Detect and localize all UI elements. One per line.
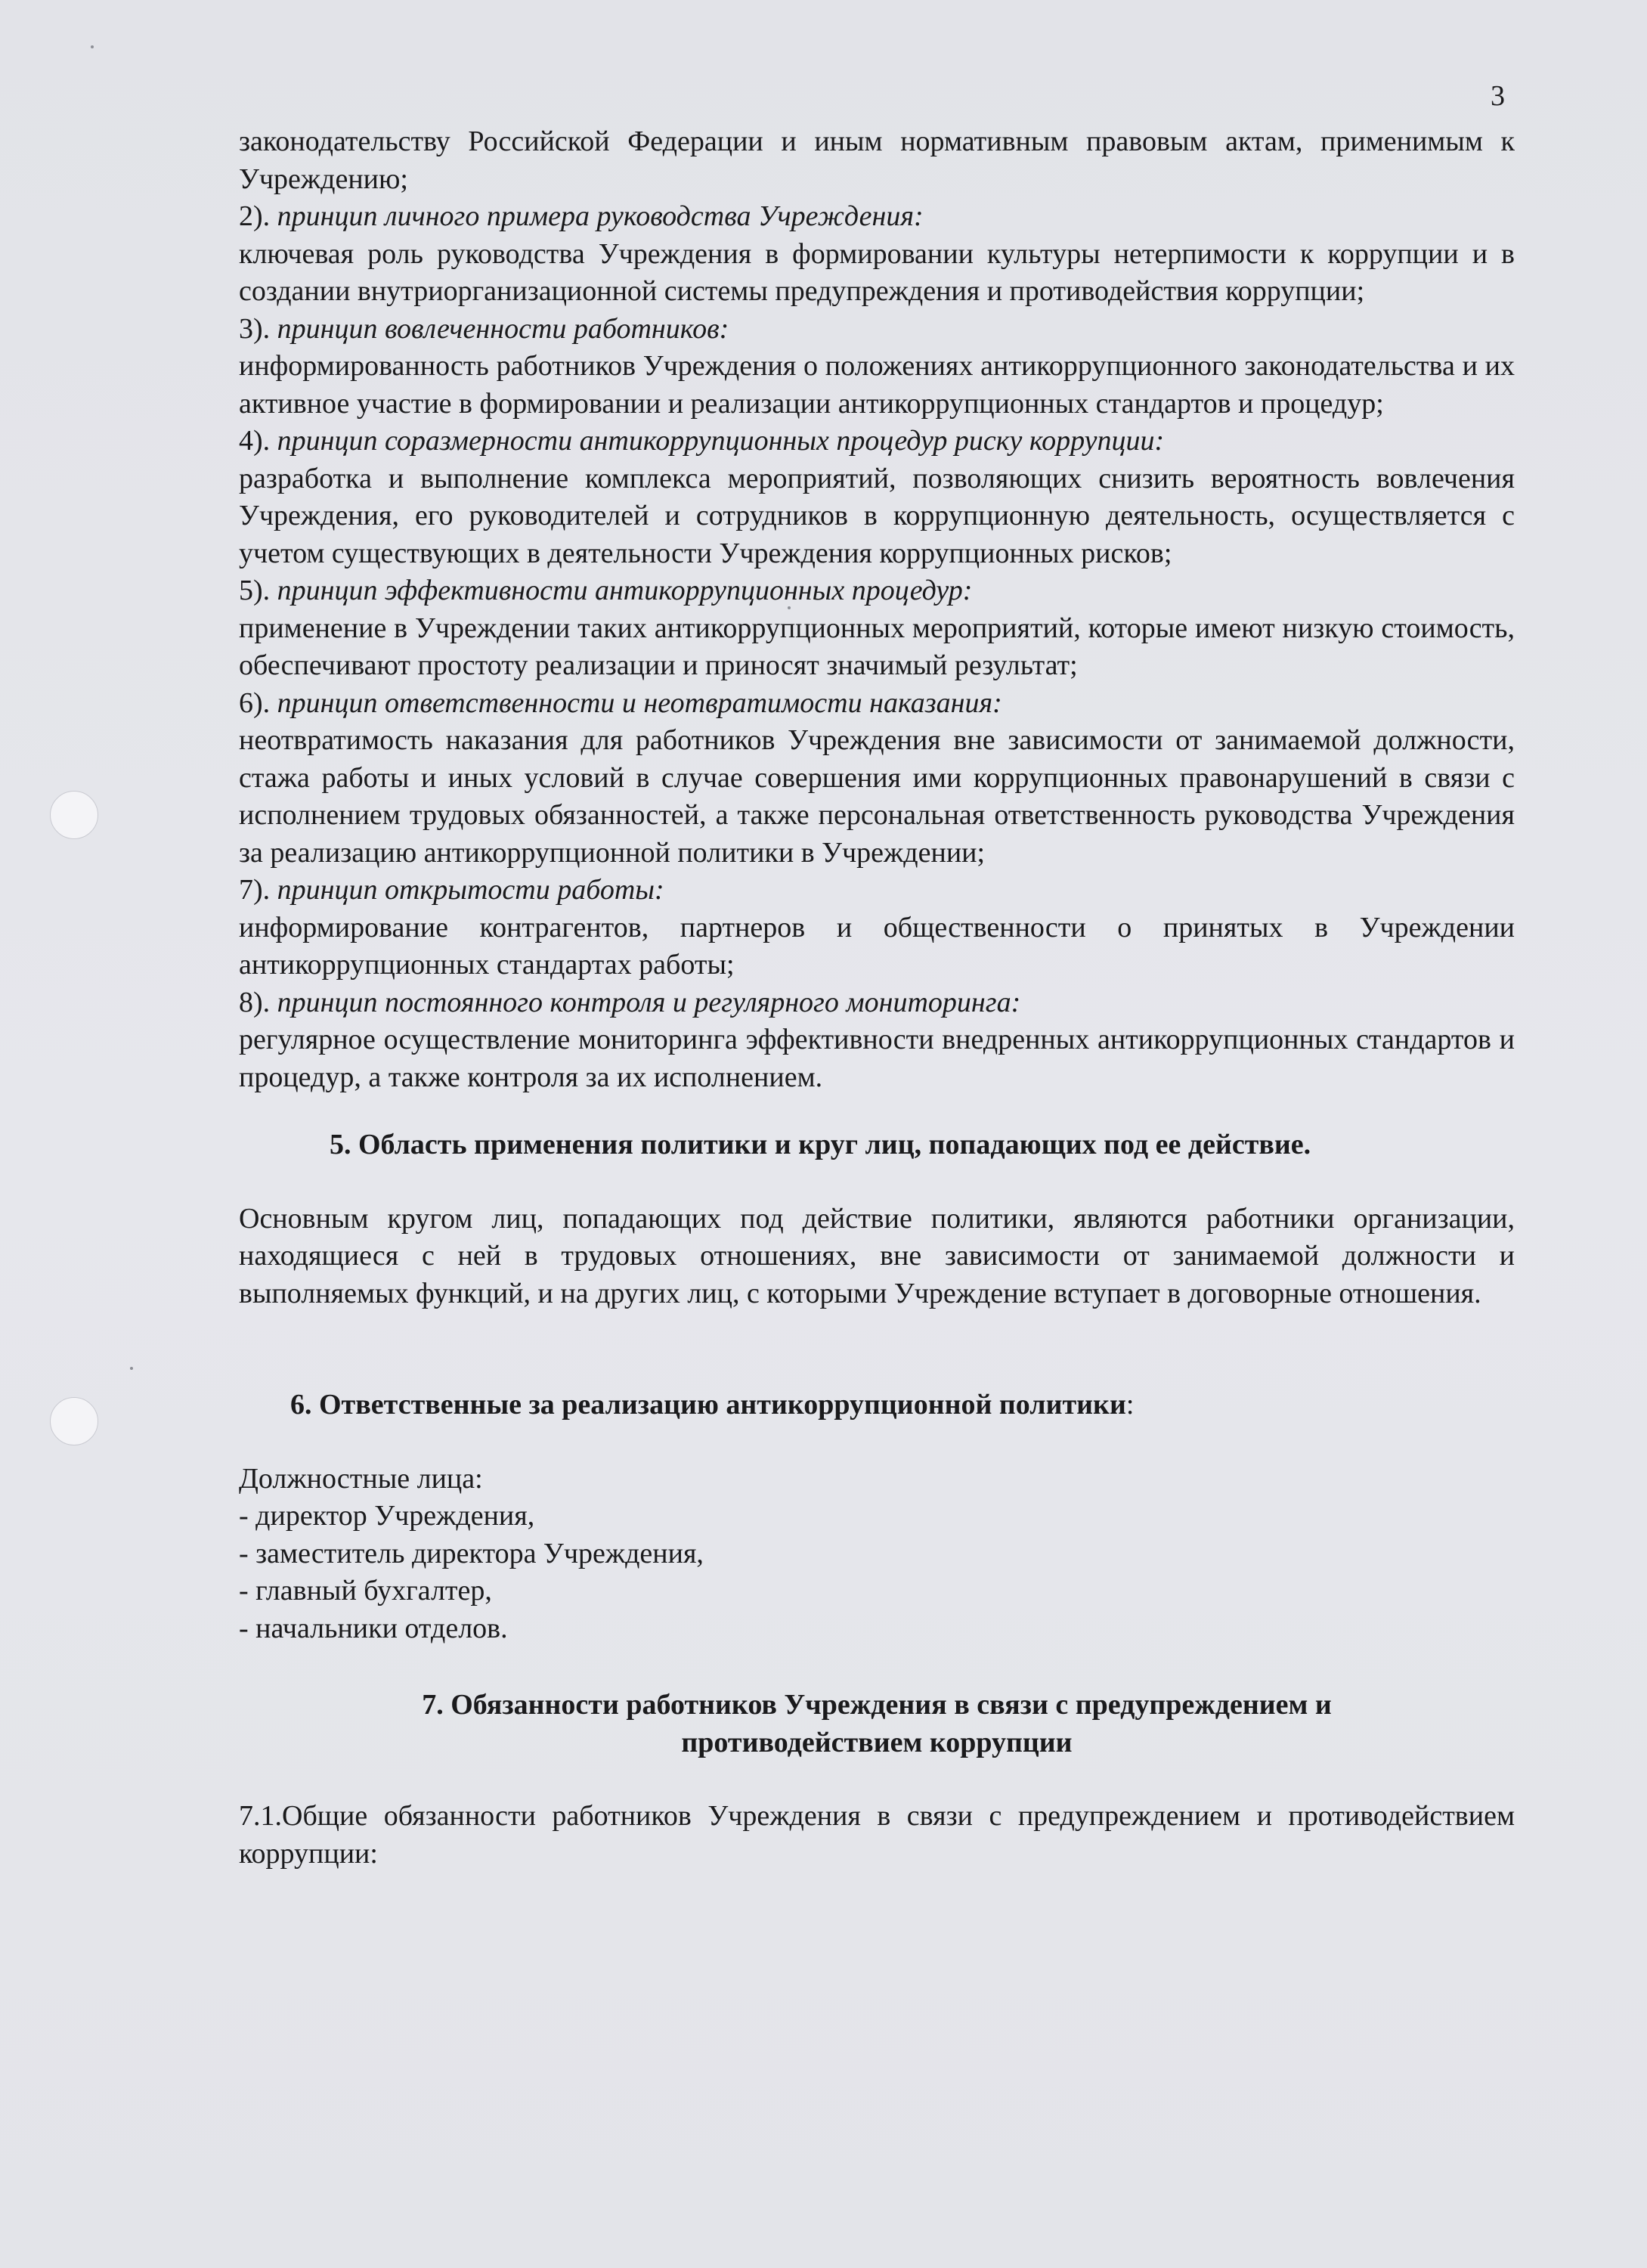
principle-heading: 3). принцип вовлеченности работников: (239, 312, 729, 345)
principle-text: ключевая роль руководства Учреждения в формировании культуры нетерпимости к коррупции и в создании внутриорганизационной системы предупреждения и противодействия коррупции; (239, 237, 1515, 307)
section-5-heading: 5. Область применения политики и круг лиц, попадающих под ее действие. (330, 1129, 1311, 1160)
principle-heading: 5). принцип эффективности антикоррупционных процедур: (239, 575, 973, 606)
principle-text: информированность работников Учреждения о положениях антикоррупционного законодательства и их активное участие в формировании и реализации антикоррупционных стандартов и процедур; (239, 350, 1515, 420)
list-item: - главный бухгалтер, (239, 1575, 492, 1606)
section-7-heading-line1: 7. Обязанности работников Учреждения в связи с предупреждением и (422, 1689, 1332, 1721)
principle-7 (239, 872, 1515, 984)
principle-text: неотвратимость наказания для работников Учреждения вне зависимости от занимаемой должности, стажа работы и иных условий в случае совершения ими коррупционных правонарушений в связи с исполнением трудовых обязанностей, а также персональная ответственность руководства Учреждения за реализацию антикоррупционной политики в Учреждении; (239, 724, 1515, 869)
intro-continuation: законодательству Российской Федерации и иным нормативным правовым актам, применимым к Учреждению; (239, 125, 1515, 195)
list-item: - заместитель директора Учреждения, (239, 1537, 704, 1569)
principle-6 (239, 685, 1515, 872)
principle-5 (239, 572, 1515, 685)
punch-hole (50, 1397, 98, 1445)
section-6-intro: Должностные лица: (239, 1462, 483, 1495)
list-item: - начальники отделов. (239, 1612, 508, 1644)
principle-heading: 6). принцип ответственности и неотвратимости наказания: (239, 686, 1002, 719)
document-body (239, 123, 1515, 1873)
principle-heading: 4). принцип соразмерности антикоррупционных процедур риску коррупции: (239, 425, 1165, 457)
list-item: - директор Учреждения, (239, 1500, 535, 1532)
section-6-heading: 6. Ответственные за реализацию антикоррупционной политики: (290, 1389, 1135, 1421)
principle-3 (239, 311, 1515, 423)
principle-text: применение в Учреждении таких антикоррупционных мероприятий, которые имеют низкую стоимость, обеспечивают простоту реализации и приносят значимый результат; (239, 612, 1515, 681)
principle-4 (239, 423, 1515, 572)
section-7-heading-line2: противодействием коррупции (681, 1726, 1073, 1758)
principle-8 (239, 984, 1515, 1097)
principle-text: регулярное осуществление мониторинга эффективности внедренных антикоррупционных стандартов и процедур, а также контроля за их исполнением. (239, 1024, 1515, 1093)
principle-heading: 2). принцип личного примера руководства Учреждения: (239, 200, 924, 232)
page-number: 3 (1491, 80, 1505, 112)
section-7-1-text: 7.1.Общие обязанности работников Учреждения в связи с предупреждением и противодействием коррупции: (239, 1800, 1515, 1870)
principle-heading: 7). принцип открытости работы: (239, 874, 664, 906)
section-5-text: Основным кругом лиц, попадающих под действие политики, являются работники организации, находящиеся с ней в трудовых отношениях, вне зависимости от занимаемой должности и выполняемых функций, и на других лиц, с которыми Учреждение вступает в договорные отношения. (239, 1202, 1515, 1309)
punch-hole (50, 791, 98, 839)
principle-2 (239, 198, 1515, 311)
officials-list (239, 1498, 1515, 1647)
scan-speck (130, 1367, 133, 1370)
principle-heading: 8). принцип постоянного контроля и регулярного мониторинга: (239, 986, 1021, 1018)
principle-text: информирование контрагентов, партнеров и общественности о принятых в Учреждении антикоррупционных стандартах работы; (239, 911, 1515, 981)
principle-text: разработка и выполнение комплекса мероприятий, позволяющих снизить вероятность вовлечения Учреждения, его руководителей и сотрудников в коррупционную деятельность, осуществляется с учетом существующих в деятельности Учреждения коррупционных рисков; (239, 462, 1515, 569)
scan-speck (91, 45, 94, 48)
